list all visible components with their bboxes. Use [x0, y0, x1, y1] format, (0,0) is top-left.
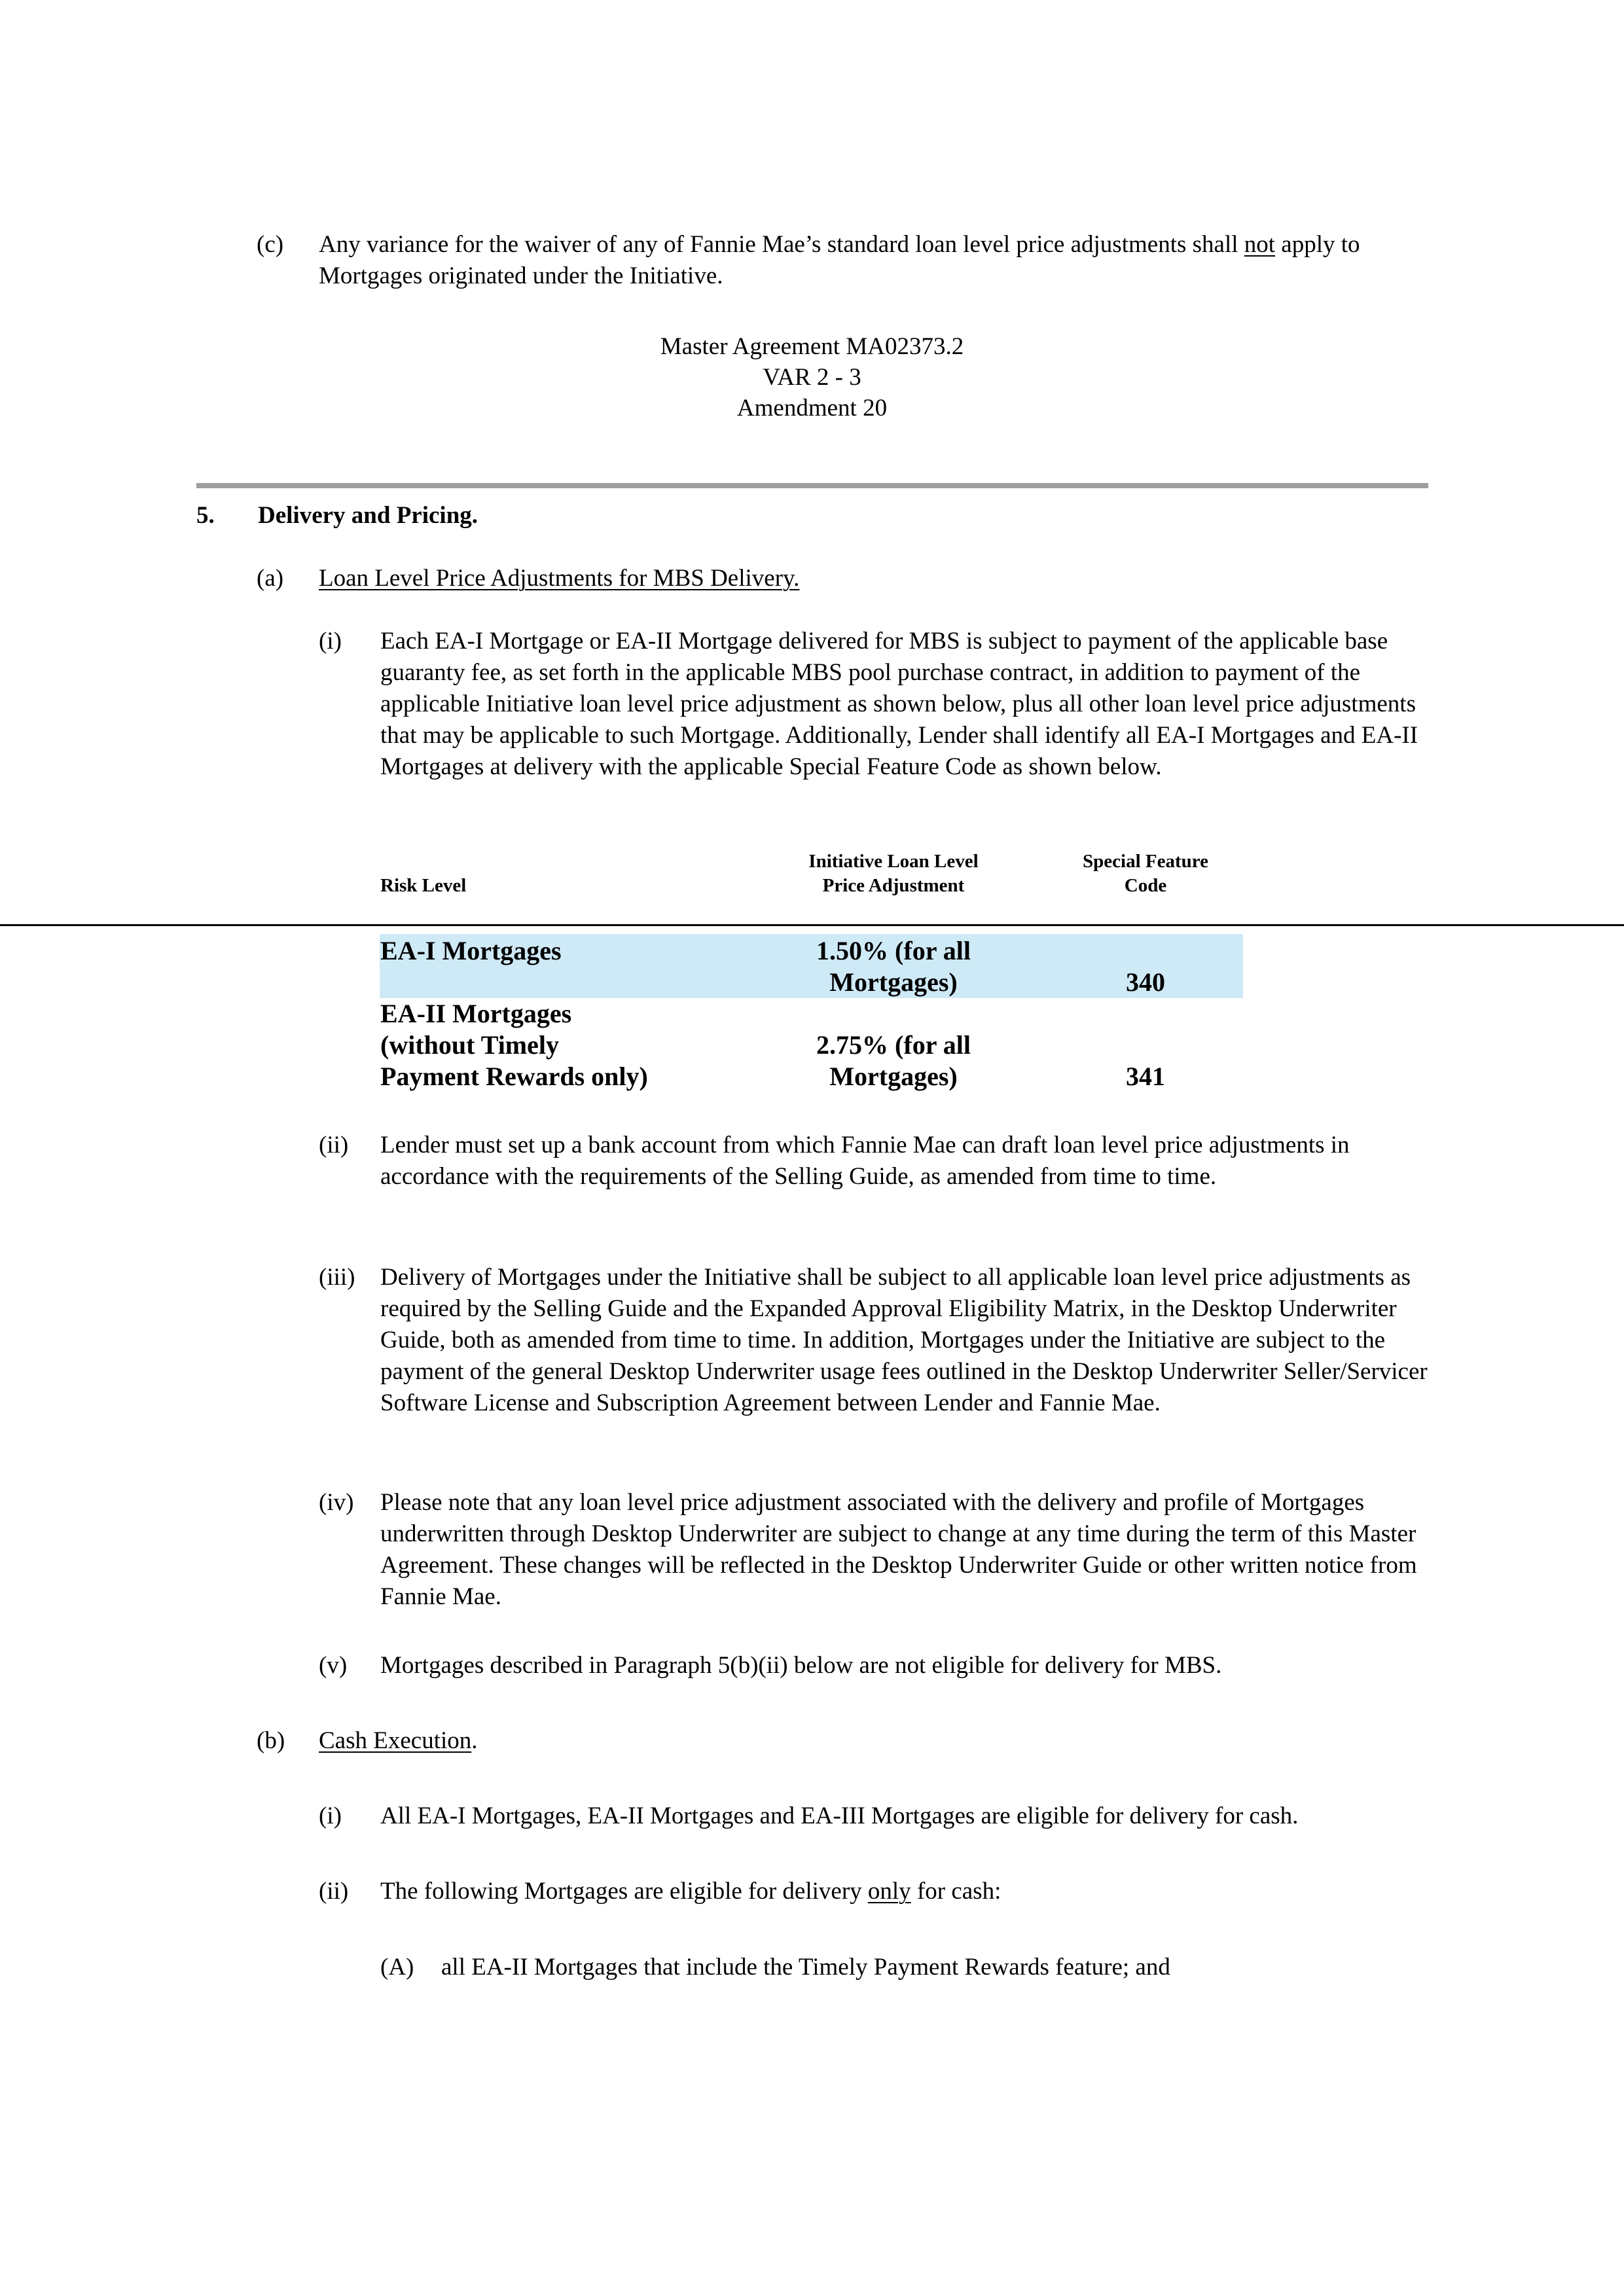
b-item-ii-underlined: only: [867, 1878, 911, 1905]
item-v-text: Mortgages described in Paragraph 5(b)(ii) below are not eligible for delivery for MBS.: [380, 1652, 1222, 1679]
b-item-A-text: all EA-II Mortgages that include the Timely Payment Rewards feature; and: [441, 1954, 1170, 1981]
table-header-risk-level: Risk Level: [380, 875, 467, 896]
doc-header-line1: Master Agreement MA02373.2: [660, 333, 964, 360]
b-item-A-label: (A): [380, 1954, 414, 1981]
item-iv-text: Please note that any loan level price adjustment associated with the delivery and profile of Mortgages underwritten through Desktop Underwriter are subject to change at any time during the term of this Master Agreement. These changes will be reflected in the Desktop Underwriter Guide or other written notice from Fannie Mae.: [380, 1489, 1417, 1610]
table-header-code-line2: Code: [1124, 875, 1167, 896]
item-iv-label: (iv): [319, 1489, 354, 1516]
table-header-code-line1: Special Feature: [1083, 851, 1208, 872]
item-i-label: (i): [319, 628, 342, 655]
table-cell-adjustment: 2.75% (for all: [816, 1030, 971, 1060]
para-a-label: (a): [257, 565, 284, 592]
b-item-ii-text-after: for cash:: [911, 1878, 1001, 1905]
item-iii-label: (iii): [319, 1264, 355, 1291]
para-b-title: [319, 1725, 478, 1757]
para-c-underlined: not: [1244, 231, 1276, 258]
item-v-label: (v): [319, 1652, 348, 1679]
b-item-i-text: All EA-I Mortgages, EA-II Mortgages and EA-III Mortgages are eligible for delivery for cash.: [380, 1803, 1299, 1829]
table-cell-risk-level: EA-II Mortgages: [380, 999, 572, 1028]
item-iii-text: Delivery of Mortgages under the Initiative shall be subject to all applicable loan level price adjustments as required by the Selling Guide and the Expanded Approval Eligibility Matrix, in the Desktop Underwriter Guide, both as amended from time to time. In addition, Mortgages under the Initiative are subject to the payment of the general Desktop Underwriter usage fees outlined in the Desktop Underwriter Seller/Servicer Software License and Subscription Agreement between Lender and Fannie Mae.: [380, 1264, 1428, 1416]
b-item-ii-label: (ii): [319, 1878, 349, 1905]
table-header-adjustment-line1: Initiative Loan Level: [808, 851, 979, 872]
table-cell-risk-level: (without Timely: [380, 1030, 559, 1060]
table-cell-adjustment: Mortgages): [829, 967, 958, 997]
header-divider: [196, 483, 1428, 488]
para-c-label: (c): [257, 231, 284, 258]
para-c-text-before: Any variance for the waiver of any of Fannie Mae’s standard loan level price adjustments shall: [319, 231, 1244, 258]
table-cell-code: 340: [1126, 967, 1165, 997]
table-header-rule: [0, 924, 1624, 926]
doc-header-line2: VAR 2 - 3: [763, 364, 861, 391]
para-c-text-after: apply to Mortgages originated under the Initiative.: [319, 231, 1360, 289]
b-item-i-label: (i): [319, 1803, 342, 1829]
b-item-ii-text: [380, 1876, 1428, 1907]
item-i-text: Each EA-I Mortgage or EA-II Mortgage delivered for MBS is subject to payment of the applicable base guaranty fee, as set forth in the applicable MBS pool purchase contract, in addition to payment of the applicable Initiative loan level price adjustment as shown below, plus all other loan level price adjustments that may be applicable to such Mortgage. Additionally, Lender shall identify all EA-I Mortgages and EA-II Mortgages at delivery with the applicable Special Feature Code as shown below.: [380, 628, 1418, 780]
table-cell-risk-level: Payment Rewards only): [380, 1062, 648, 1091]
table-cell-adjustment: 1.50% (for all: [816, 936, 971, 965]
b-item-ii-text-before: The following Mortgages are eligible for delivery: [380, 1878, 868, 1905]
para-b-label: (b): [257, 1727, 285, 1754]
doc-header-line3: Amendment 20: [736, 395, 888, 422]
item-ii-label: (ii): [319, 1132, 349, 1158]
para-a-title: Loan Level Price Adjustments for MBS Delivery.: [319, 565, 800, 592]
section-title: Delivery and Pricing.: [258, 502, 478, 529]
para-b-title-text: Cash Execution: [319, 1727, 472, 1754]
item-ii-text: Lender must set up a bank account from which Fannie Mae can draft loan level price adjustments in accordance with the requirements of the Selling Guide, as amended from time to time.: [380, 1132, 1350, 1190]
table-cell-risk-level: EA-I Mortgages: [380, 936, 562, 965]
table-cell-adjustment: Mortgages): [829, 1062, 958, 1091]
section-number: 5.: [196, 502, 215, 529]
para-c-text: [319, 229, 1432, 292]
table-header-adjustment-line2: Price Adjustment: [822, 875, 965, 896]
para-b-title-suffix: .: [471, 1727, 478, 1754]
table-cell-code: 341: [1126, 1062, 1165, 1091]
